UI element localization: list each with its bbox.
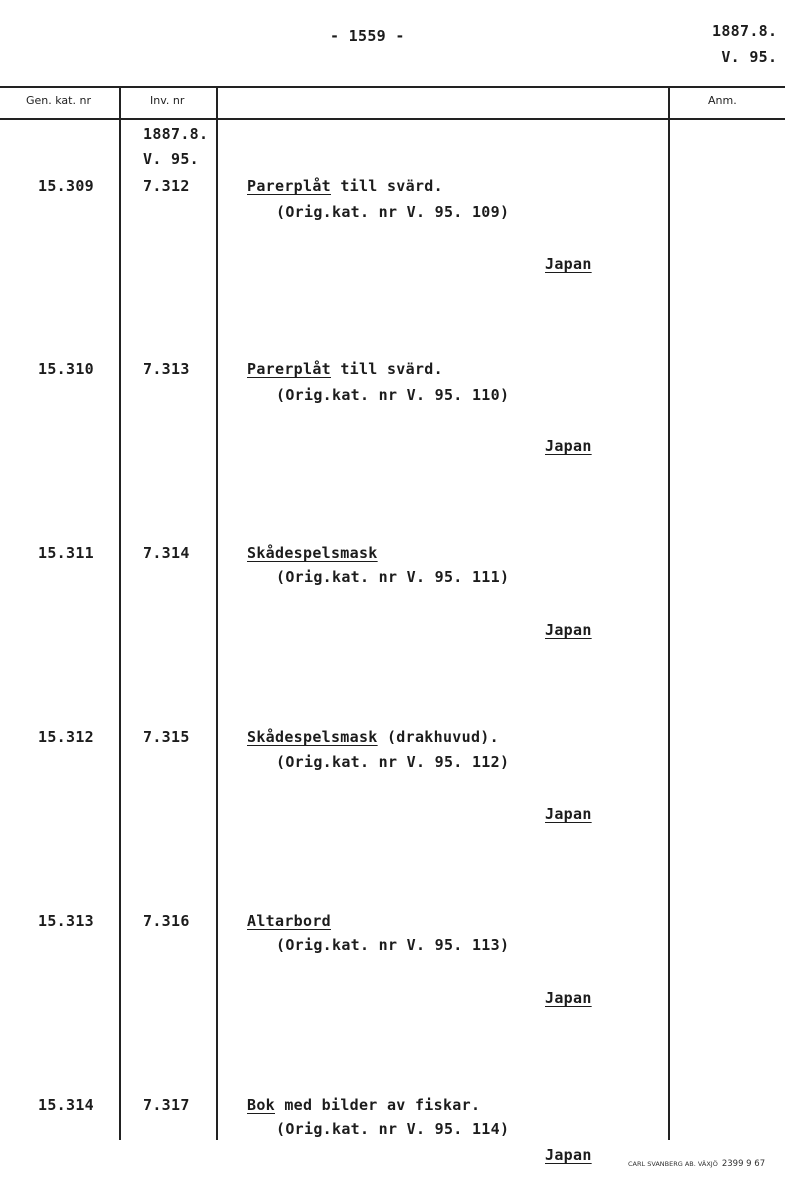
column-header-anm: Anm. [708, 94, 737, 107]
entry-inv-number: 7.313 [143, 360, 190, 378]
entry-title: Skådespelsmask [247, 728, 378, 746]
entry-origin-place: Japan [545, 989, 592, 1007]
catalog-reference-line2: V. 95. [721, 48, 778, 66]
entry-original-catalog: (Orig.kat. nr V. 95. 110) [276, 386, 510, 404]
entry-origin-place: Japan [545, 805, 592, 823]
entry-inv-number: 7.317 [143, 1096, 190, 1114]
entry-description [247, 177, 443, 195]
entry-gen-number: 15.312 [38, 728, 94, 746]
entry-description-rest: (drakhuvud). [377, 728, 499, 746]
entry-gen-number: 15.309 [38, 177, 94, 195]
printer-name: CARL SVANBERG AB. VÄXJÖ [628, 1160, 718, 1168]
entry-inv-number: 7.314 [143, 544, 190, 562]
entry-inv-number: 7.316 [143, 912, 190, 930]
entry-inv-number: 7.312 [143, 177, 190, 195]
catalog-reference-line1: 1887.8. [712, 22, 778, 40]
column-divider-gen [119, 87, 121, 1140]
entry-description [247, 360, 443, 378]
entry-title: Parerplåt [247, 360, 331, 378]
inv-reference-line2: V. 95. [143, 150, 199, 168]
form-code: 2399 9 67 [721, 1159, 766, 1169]
entry-gen-number: 15.311 [38, 544, 94, 562]
entry-origin-place: Japan [545, 621, 592, 639]
entry-origin-place: Japan [545, 1146, 592, 1164]
entry-description-rest: med bilder av fiskar. [275, 1096, 481, 1114]
entry-description-rest: till svärd. [330, 360, 443, 378]
entry-original-catalog: (Orig.kat. nr V. 95. 111) [276, 568, 510, 586]
entry-description [247, 728, 499, 746]
entry-description-rest: till svärd. [330, 177, 443, 195]
entry-title: Altarbord [247, 912, 331, 930]
inv-reference-line1: 1887.8. [143, 125, 209, 143]
entry-original-catalog: (Orig.kat. nr V. 95. 113) [276, 936, 510, 954]
column-divider-inv [216, 87, 218, 1140]
entry-description [247, 1096, 480, 1114]
entry-original-catalog: (Orig.kat. nr V. 95. 114) [276, 1120, 510, 1138]
entry-origin-place: Japan [545, 255, 592, 273]
entry-title: Parerplåt [247, 177, 331, 195]
entry-gen-number: 15.314 [38, 1096, 94, 1114]
entry-title: Skådespelsmask [247, 544, 378, 562]
entry-description [247, 544, 378, 562]
entry-title: Bok [247, 1096, 275, 1114]
entry-gen-number: 15.310 [38, 360, 94, 378]
entry-inv-number: 7.315 [143, 728, 190, 746]
entry-origin-place: Japan [545, 437, 592, 455]
column-header-inv-nr: Inv. nr [150, 94, 185, 107]
column-divider-anm [668, 87, 670, 1140]
entry-gen-number: 15.313 [38, 912, 94, 930]
printer-imprint [628, 1159, 765, 1169]
page-number: - 1559 - [330, 27, 405, 45]
entry-original-catalog: (Orig.kat. nr V. 95. 112) [276, 753, 510, 771]
entry-original-catalog: (Orig.kat. nr V. 95. 109) [276, 203, 510, 221]
column-header-gen-kat-nr: Gen. kat. nr [26, 94, 91, 107]
catalog-reference [712, 18, 777, 70]
entry-description [247, 912, 331, 930]
